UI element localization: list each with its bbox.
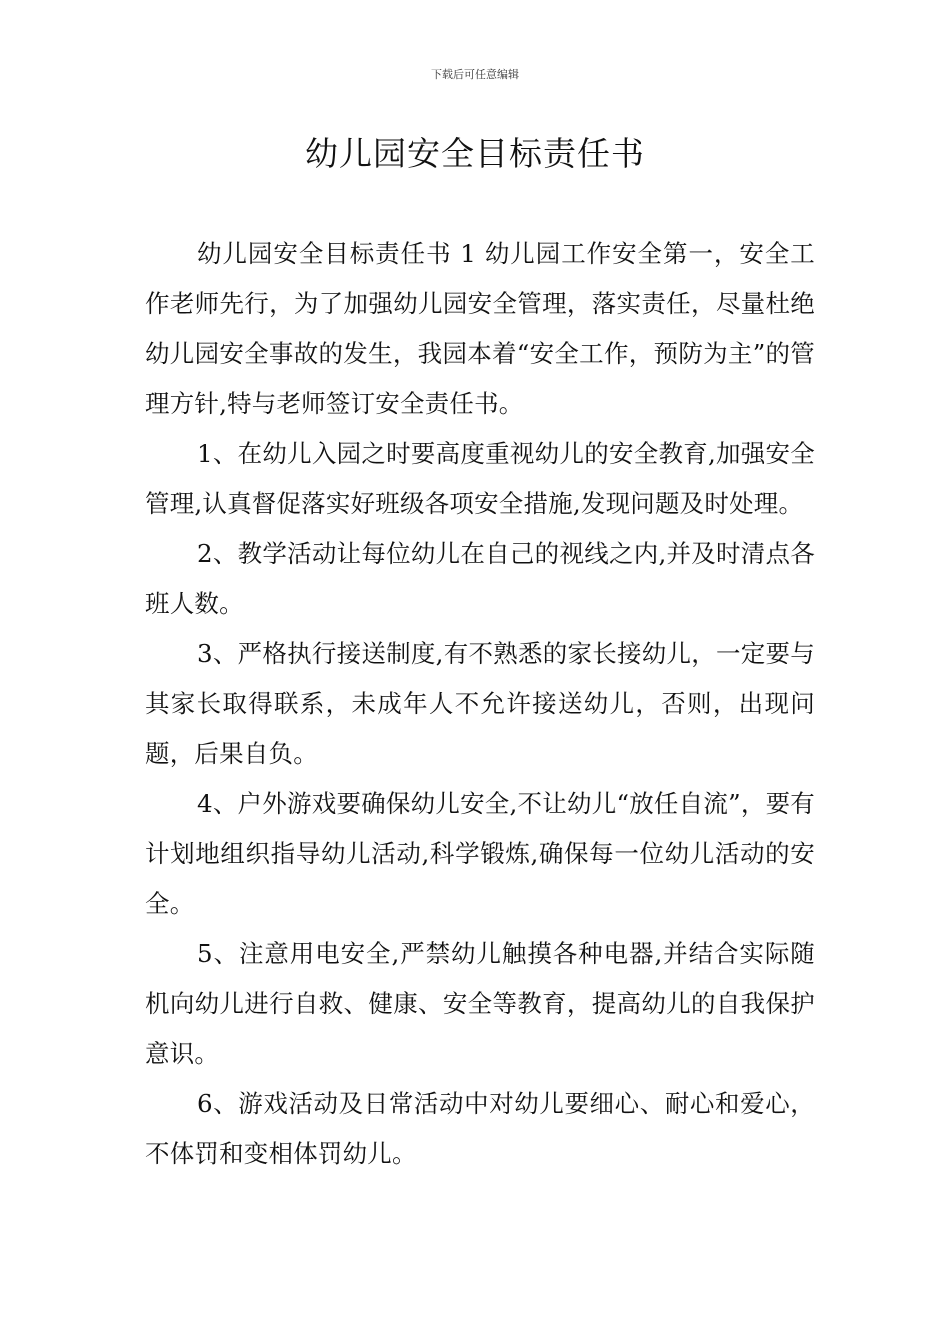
intro-paragraph: 幼儿园安全目标责任书 1 幼儿园工作安全第一，安全工作老师先行，为了加强幼儿园安全管理，落实责任，尽量杜绝幼儿园安全事故的发生，我园本着“安全工作，预防为主”的管理方针,特与老师签订安全责任书。 — [145, 239, 815, 418]
clause-1-paragraph: 1、在幼儿入园之时要高度重视幼儿的安全教育,加强安全管理,认真督促落实好班级各项安全措施,发现问题及时处理。 — [145, 439, 815, 518]
header-note: 下载后可任意编辑 — [431, 68, 519, 81]
clause-6-paragraph: 6、游戏活动及日常活动中对幼儿要细心、耐心和爱心，不体罚和变相体罚幼儿。 — [145, 1089, 815, 1168]
document-title: 幼儿园安全目标责任书 — [305, 134, 645, 173]
clause-3-paragraph: 3、严格执行接送制度,有不熟悉的家长接幼儿，一定要与其家长取得联系，未成年人不允许接送幼儿，否则，出现问题，后果自负。 — [145, 639, 815, 768]
document-body — [145, 229, 815, 1179]
clause-2-paragraph: 2、教学活动让每位幼儿在自己的视线之内,并及时清点各班人数。 — [145, 539, 815, 618]
clause-5-paragraph: 5、注意用电安全,严禁幼儿触摸各种电器,并结合实际随机向幼儿进行自救、健康、安全等教育，提高幼儿的自我保护意识。 — [145, 939, 815, 1068]
clause-4-paragraph: 4、户外游戏要确保幼儿安全,不让幼儿“放任自流”，要有计划地组织指导幼儿活动,科学锻炼,确保每一位幼儿活动的安全。 — [145, 789, 815, 918]
